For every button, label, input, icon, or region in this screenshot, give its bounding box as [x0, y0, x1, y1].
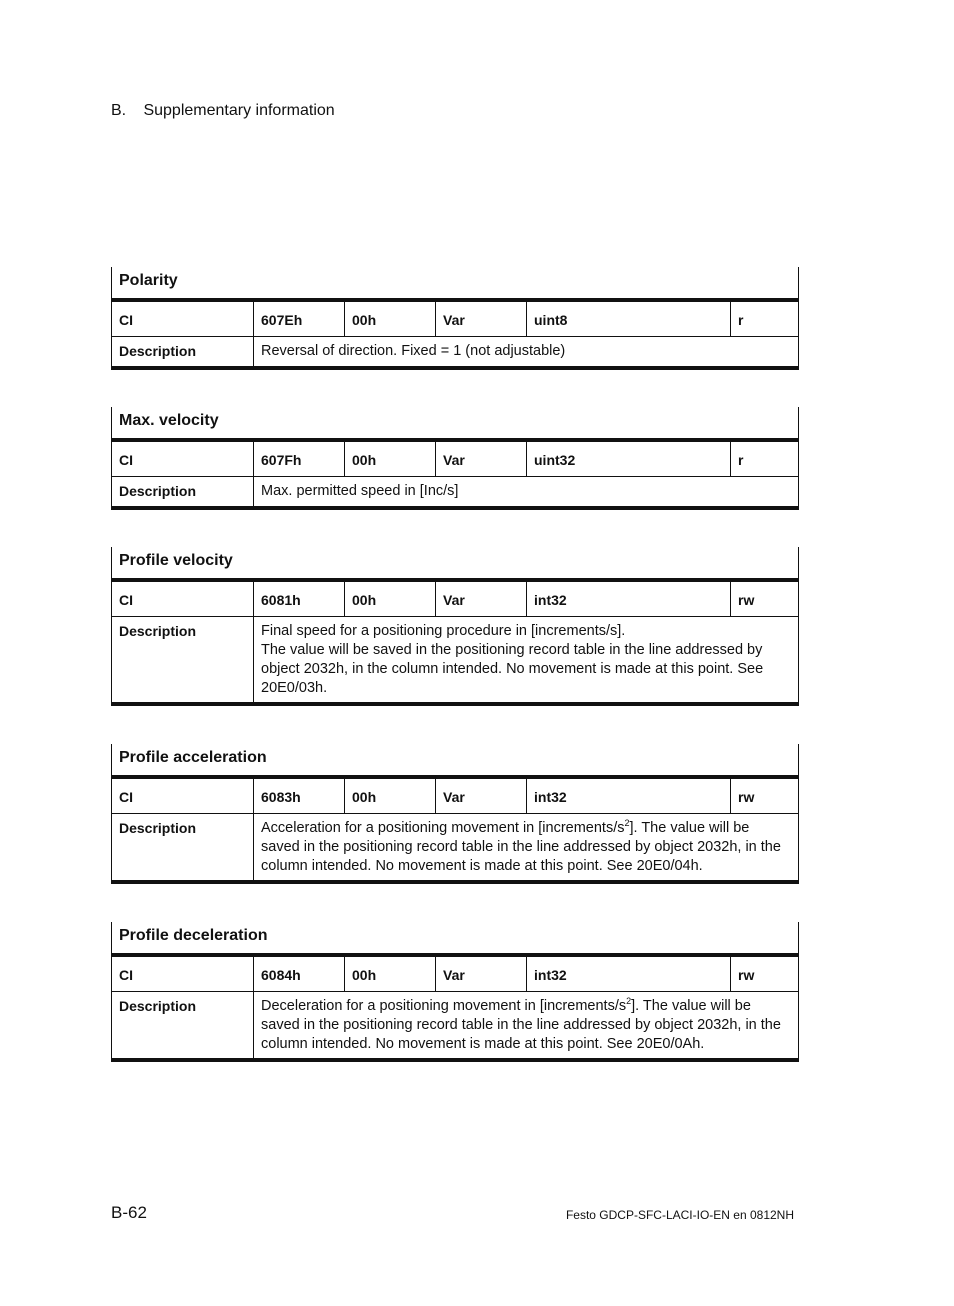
ci-label: CI: [111, 302, 253, 336]
ci-label: CI: [111, 779, 253, 813]
section-number: B.: [111, 102, 127, 119]
ci-access: r: [730, 302, 799, 336]
ci-index: 607Eh: [253, 302, 344, 336]
page-header: [111, 102, 335, 120]
ci-type: Var: [435, 779, 526, 813]
description-label: Description: [111, 337, 253, 366]
description-label: Description: [111, 992, 253, 1058]
ci-index: 6084h: [253, 957, 344, 991]
description-text: [253, 814, 799, 880]
ci-index: 607Fh: [253, 442, 344, 476]
ci-label: CI: [111, 582, 253, 616]
description-row: [111, 814, 799, 884]
description-part: Acceleration for a positioning movement in [increments/s: [261, 820, 625, 836]
description-label: Description: [111, 477, 253, 506]
description-label: Description: [111, 617, 253, 702]
ci-subindex: 00h: [344, 442, 435, 476]
table-title: Profile acceleration: [111, 744, 799, 779]
table-title: Profile velocity: [111, 547, 799, 582]
description-row: [111, 992, 799, 1062]
description-row: [111, 477, 799, 510]
ci-access: r: [730, 442, 799, 476]
section-title: Supplementary information: [143, 102, 335, 119]
description-row: [111, 617, 799, 706]
description-line: Final speed for a positioning procedure in [increments/s].: [261, 623, 626, 639]
ci-subindex: 00h: [344, 957, 435, 991]
ci-row: [111, 957, 799, 992]
ci-type: Var: [435, 582, 526, 616]
superscript: 2: [626, 996, 632, 1007]
ci-access: rw: [730, 957, 799, 991]
ci-type: Var: [435, 442, 526, 476]
ci-subindex: 00h: [344, 302, 435, 336]
ci-datatype: int32: [526, 957, 730, 991]
table-title: Max. velocity: [111, 407, 799, 442]
description-part: ]. The value will be saved in the positioning record table in the line addressed by object 2032h, in the column intended. No movement is made at this point. See 20E0/04h.: [261, 820, 781, 874]
table-profile-velocity: [111, 547, 799, 706]
description-text: [253, 337, 799, 366]
document-id: Festo GDCP-SFC-LACI-IO-EN en 0812NH: [565, 1208, 794, 1222]
description-row: [111, 337, 799, 370]
description-line: Max. permitted speed in [Inc/s]: [261, 483, 459, 499]
table-title: Polarity: [111, 267, 799, 302]
ci-datatype: uint32: [526, 442, 730, 476]
ci-access: rw: [730, 779, 799, 813]
ci-index: 6083h: [253, 779, 344, 813]
description-label: Description: [111, 814, 253, 880]
description-part: ]. The value will be saved in the positioning record table in the line addressed by object 2032h, in the column intended. No movement is made at this point. See 20E0/0Ah.: [261, 998, 781, 1052]
ci-subindex: 00h: [344, 582, 435, 616]
ci-datatype: uint8: [526, 302, 730, 336]
ci-datatype: int32: [526, 582, 730, 616]
description-line: The value will be saved in the positioning record table in the line addressed by object 2032h, in the column intended. No movement is made at this point. See 20E0/03h.: [261, 642, 764, 696]
table-polarity: [111, 267, 799, 370]
description-text: [253, 477, 799, 506]
page-number: B-62: [111, 1203, 147, 1222]
ci-subindex: 00h: [344, 779, 435, 813]
ci-label: CI: [111, 957, 253, 991]
ci-index: 6081h: [253, 582, 344, 616]
ci-type: Var: [435, 302, 526, 336]
ci-row: [111, 582, 799, 617]
ci-row: [111, 779, 799, 814]
description-part: Deceleration for a positioning movement in [increments/s: [261, 998, 627, 1014]
ci-access: rw: [730, 582, 799, 616]
table-title: Profile deceleration: [111, 922, 799, 957]
ci-row: [111, 442, 799, 477]
description-text: [253, 992, 799, 1058]
description-text: [253, 617, 799, 702]
table-profile-deceleration: [111, 922, 799, 1062]
ci-datatype: int32: [526, 779, 730, 813]
superscript: 2: [624, 818, 630, 829]
table-max-velocity: [111, 407, 799, 510]
ci-row: [111, 302, 799, 337]
ci-type: Var: [435, 957, 526, 991]
table-profile-acceleration: [111, 744, 799, 884]
description-line: Reversal of direction. Fixed = 1 (not adjustable): [261, 343, 566, 359]
ci-label: CI: [111, 442, 253, 476]
